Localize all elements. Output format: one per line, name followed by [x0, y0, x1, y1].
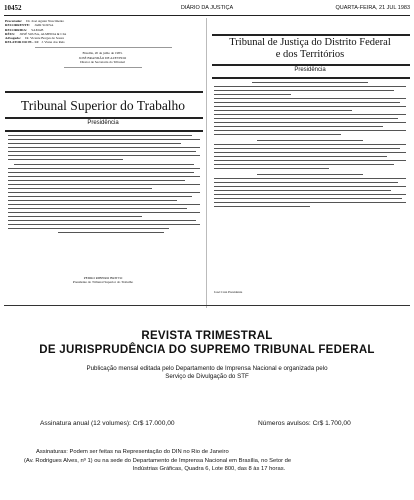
signature-role: Diretor de Secretaria do Tribunal	[80, 60, 125, 65]
ad-publication	[4, 365, 410, 381]
subscription-price: Cr$ 17.000,00	[132, 420, 175, 427]
column-divider	[206, 18, 207, 308]
tjdf-rule-bottom	[212, 77, 410, 79]
case-row: Advogado: Dr. Vicente Borges de Souza	[5, 36, 65, 41]
tjdf-rule-top	[212, 34, 410, 36]
single-issue-price: Cr$ 1.700,00	[312, 420, 351, 427]
tjdf-title-line-2: e dos Territórios	[275, 49, 345, 60]
ad-notes	[24, 448, 394, 474]
tst-body	[8, 135, 200, 236]
header-rule	[4, 15, 410, 16]
tjdf-footer: José Cruz Presidente	[214, 290, 243, 294]
ad-note-line-2: (Av. Rodrigues Alves, nº 1) ou na sede do Departamento de Imprensa Nacional em Brasília, no Setor de	[24, 457, 292, 464]
left-top-block	[5, 19, 200, 68]
running-header	[4, 2, 410, 14]
ad-subscription	[40, 420, 175, 427]
page-number: 10452	[4, 4, 22, 12]
case-row: RELATOR DO PL. 14: J. Viana dos Reis	[5, 40, 65, 45]
ad-title-2: DE JURISPRUDÊNCIA DO SUPREMO TRIBUNAL FEDERAL	[39, 344, 375, 356]
text-line	[35, 47, 172, 48]
text-line	[64, 67, 142, 68]
tst-rule-mid	[5, 117, 203, 119]
ad-single-issue	[258, 420, 351, 427]
ad-publication-line-2: Serviço de Divulgação do STF	[165, 373, 249, 380]
ad-note-line-1: Assinaturas: Podem ser feitas na Representação do DIN no Rio de Janeiro	[36, 449, 229, 455]
journal-title: DIÁRIO DA JUSTIÇA	[180, 5, 234, 11]
ad-publication-line-1: Publicação mensal editada pelo Departamento de Imprensa Nacional e organizada pelo	[86, 365, 328, 372]
case-row: RECORRENTE: JAIR SOUSA	[5, 23, 54, 28]
ad-title-1: REVISTA TRIMESTRAL	[141, 330, 273, 342]
tst-rule-bottom	[5, 130, 203, 132]
subscription-label: Assinatura anual (12 volumes):	[40, 420, 131, 427]
ad-note-line-3: Indústrias Gráficas, Quadra 6, Lote 800, das 8 às 17 horas.	[132, 466, 286, 473]
tst-signature-role: Presidente do Tribunal Superior do Trabalho	[72, 280, 134, 285]
issue-date: QUARTA-FEIRA, 21 JUL 1983	[335, 5, 410, 11]
single-issue-label: Números avulsos:	[258, 420, 311, 427]
tst-signature: PEDRO RIBEIRO BRITTO	[83, 276, 123, 280]
tjdf-subtitle: Presidência	[294, 67, 326, 73]
tjdf-body	[214, 82, 406, 210]
tst-rule-top	[5, 91, 203, 93]
signature-name: JOSÉ BRANDÃO DE AZEVEDO	[78, 56, 127, 61]
case-row: RECORRIDA: SAMAB	[5, 27, 44, 32]
tjdf-title	[212, 37, 408, 61]
case-row: RÉUS: JOSÉ SOUSA, ALMEIDA & CIA	[5, 31, 67, 36]
tjdf-rule-mid	[212, 64, 410, 66]
date-line: Brasília, 20 de julho de 1983.	[82, 50, 123, 55]
case-row: Procurador Dr. José Aguiar Nascimento	[5, 19, 65, 23]
tst-subtitle: Presidência	[87, 120, 119, 126]
tst-footer	[5, 276, 201, 285]
tst-title: Tribunal Superior do Trabalho	[20, 98, 186, 113]
tjdf-title-line-1: Tribunal de Justiça do Distrito Federal	[229, 37, 391, 48]
